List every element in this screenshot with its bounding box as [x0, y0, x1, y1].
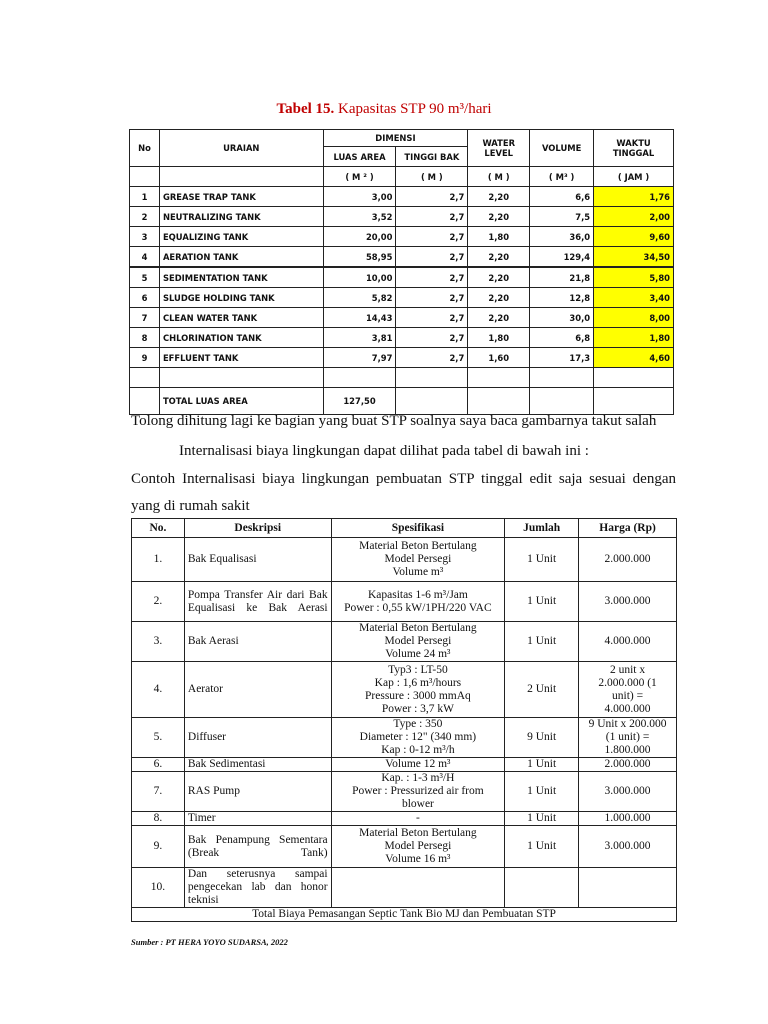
cell-jumlah: 1 Unit	[505, 538, 579, 582]
cell-tinggi: 2,7	[396, 227, 468, 247]
table-row	[130, 247, 674, 268]
cell-no: 2.	[132, 582, 185, 622]
cell-waktu: 1,80	[594, 328, 674, 348]
table-row	[132, 758, 677, 772]
cell-luas: 14,43	[323, 308, 396, 328]
cell-harga	[579, 812, 677, 826]
cell-spesifikasi	[331, 718, 505, 758]
table-row	[130, 348, 674, 368]
spec-line: -	[415, 812, 420, 824]
cell-water: 2,20	[468, 247, 530, 268]
cell-deskripsi: Dan seterusnya sampai pengecekan lab dan honor teknisi	[184, 868, 331, 908]
cell-volume: 6,8	[530, 328, 594, 348]
unit-volume: ( M³ )	[530, 167, 594, 187]
spec-line: Model Persegi	[384, 840, 452, 852]
cell-spesifikasi	[331, 826, 505, 868]
cell-volume: 30,0	[530, 308, 594, 328]
spec-line: Type : 350	[393, 718, 443, 730]
table-row	[130, 308, 674, 328]
header-tinggi-bak: TINGGI BAK	[396, 147, 468, 167]
cell-name: AERATION TANK	[159, 247, 323, 268]
cell-jumlah: 1 Unit	[505, 622, 579, 662]
spec-line: Material Beton Bertulang	[359, 622, 477, 634]
cell-water: 2,20	[468, 308, 530, 328]
total-label: TOTAL LUAS AREA	[159, 388, 323, 415]
intro-paragraph: Internalisasi biaya lingkungan dapat dilihat pada tabel di bawah ini :	[179, 443, 589, 459]
cell-spesifikasi	[331, 758, 505, 772]
cell-water: 1,80	[468, 328, 530, 348]
cell-waktu: 3,40	[594, 288, 674, 308]
cell-jumlah: 1 Unit	[505, 812, 579, 826]
note-paragraph: Tolong dihitung lagi ke bagian yang buat STP soalnya saya baca gambarnya takut salah	[131, 413, 657, 429]
header-uraian: URAIAN	[159, 130, 323, 167]
cell-luas: 3,00	[323, 187, 396, 207]
price-line: 2 unit x	[609, 663, 646, 676]
cell-luas: 7,97	[323, 348, 396, 368]
cell-no: 10.	[132, 868, 185, 908]
price-line: 4.000.000	[604, 635, 651, 647]
cell-luas: 3,52	[323, 207, 396, 227]
cell-water: 1,60	[468, 348, 530, 368]
table-row	[132, 662, 677, 718]
price-line: 1.800.000	[604, 744, 651, 756]
table-row	[130, 227, 674, 247]
cell-waktu: 1,76	[594, 187, 674, 207]
price-line: 3.000.000	[604, 595, 651, 607]
cell-volume: 12,8	[530, 288, 594, 308]
spec-line: Kap. : 1-3 m³/H	[381, 772, 455, 784]
cell-luas: 20,00	[323, 227, 396, 247]
table-title-text: Kapasitas STP 90 m³/hari	[334, 101, 492, 117]
spec-line: Model Persegi	[384, 635, 452, 647]
cell-no: 7	[130, 308, 160, 328]
cell-name: EFFLUENT TANK	[159, 348, 323, 368]
cell-luas: 10,00	[323, 267, 396, 288]
spec-line: Kapasitas 1-6 m³/Jam	[367, 588, 468, 601]
cell-harga	[579, 826, 677, 868]
cell-tinggi: 2,7	[396, 288, 468, 308]
cell-name: SEDIMENTATION TANK	[159, 267, 323, 288]
cell-waktu: 4,60	[594, 348, 674, 368]
cell-name: GREASE TRAP TANK	[159, 187, 323, 207]
spec-line: Volume 16 m³	[385, 853, 451, 865]
spec-line: Power : 3,7 kW	[381, 702, 454, 715]
spec-line: Power : 0,55 kW/1PH/220 VAC	[344, 601, 492, 614]
cell-harga	[579, 622, 677, 662]
cell-no: 1	[130, 187, 160, 207]
cell-volume: 7,5	[530, 207, 594, 227]
spec-line: Model Persegi	[384, 553, 452, 565]
footer-total-label: Total Biaya Pemasangan Septic Tank Bio MJ dan Pembuatan STP	[132, 908, 677, 922]
cell-no: 4.	[132, 662, 185, 718]
cell-name: SLUDGE HOLDING TANK	[159, 288, 323, 308]
cell-water: 2,20	[468, 187, 530, 207]
cell-name: NEUTRALIZING TANK	[159, 207, 323, 227]
cell-tinggi: 2,7	[396, 328, 468, 348]
cell-no: 5	[130, 267, 160, 288]
cell-tinggi: 2,7	[396, 187, 468, 207]
spec-line: Power : Pressurized air from	[352, 785, 484, 797]
cell-name: CHLORINATION TANK	[159, 328, 323, 348]
cell-deskripsi: Diffuser	[184, 718, 331, 758]
cell-harga	[579, 868, 677, 908]
table-row	[130, 267, 674, 288]
header-jumlah: Jumlah	[505, 519, 579, 538]
cell-volume: 6,6	[530, 187, 594, 207]
table-row	[132, 582, 677, 622]
cell-luas: 5,82	[323, 288, 396, 308]
cell-deskripsi: Aerator	[184, 662, 331, 718]
cell-no: 3.	[132, 622, 185, 662]
cell-no: 1.	[132, 538, 185, 582]
cell-waktu: 9,60	[594, 227, 674, 247]
cell-water: 2,20	[468, 207, 530, 227]
cell-volume: 17,3	[530, 348, 594, 368]
cell-waktu: 5,80	[594, 267, 674, 288]
table-title	[0, 101, 768, 118]
header-volume: VOLUME	[530, 130, 594, 167]
cell-harga	[579, 718, 677, 758]
spec-line: Typ3 : LT-50	[388, 663, 448, 676]
cell-jumlah: 1 Unit	[505, 826, 579, 868]
header-dimensi: DIMENSI	[323, 130, 468, 147]
price-line: 9 Unit x 200.000	[588, 718, 667, 730]
header-luas-area: LUAS AREA	[323, 147, 396, 167]
cell-deskripsi: Bak Equalisasi	[184, 538, 331, 582]
cell-harga	[579, 538, 677, 582]
cell-spesifikasi	[331, 538, 505, 582]
cell-deskripsi: Bak Aerasi	[184, 622, 331, 662]
table-row	[130, 328, 674, 348]
price-line: 2.000.000	[604, 553, 651, 565]
cell-jumlah: 9 Unit	[505, 718, 579, 758]
cell-tinggi: 2,7	[396, 247, 468, 268]
spec-line: Volume 12 m³	[385, 758, 451, 770]
cell-water: 2,20	[468, 267, 530, 288]
header-waktu-tinggal: WAKTU TINGGAL	[594, 130, 674, 167]
spec-line: Volume m³	[392, 566, 444, 578]
cell-spesifikasi	[331, 662, 505, 718]
cell-harga	[579, 582, 677, 622]
cell-tinggi: 2,7	[396, 308, 468, 328]
cell-no: 9.	[132, 826, 185, 868]
cell-harga	[579, 772, 677, 812]
header-harga: Harga (Rp)	[579, 519, 677, 538]
cell-no: 2	[130, 207, 160, 227]
cell-name: CLEAN WATER TANK	[159, 308, 323, 328]
cell-tinggi: 2,7	[396, 348, 468, 368]
table-row	[132, 718, 677, 758]
cell-jumlah: 1 Unit	[505, 582, 579, 622]
table-row	[132, 772, 677, 812]
cell-no: 7.	[132, 772, 185, 812]
cell-spesifikasi	[331, 772, 505, 812]
cell-harga	[579, 758, 677, 772]
cell-harga	[579, 662, 677, 718]
table-row	[132, 622, 677, 662]
unit-luas: ( M ² )	[323, 167, 396, 187]
cell-name: EQUALIZING TANK	[159, 227, 323, 247]
cell-deskripsi: Bak Penampung Sementara (Break Tank)	[184, 826, 331, 868]
cell-no: 9	[130, 348, 160, 368]
cell-no: 6	[130, 288, 160, 308]
cell-tinggi: 2,7	[396, 267, 468, 288]
cell-no: 4	[130, 247, 160, 268]
spec-line: Kap : 1,6 m³/hours	[374, 676, 462, 689]
cell-no: 6.	[132, 758, 185, 772]
cell-no: 3	[130, 227, 160, 247]
table-row	[132, 868, 677, 908]
cell-jumlah: 1 Unit	[505, 772, 579, 812]
header-deskripsi: Deskripsi	[184, 519, 331, 538]
footer-row	[132, 908, 677, 922]
header-water-level: WATER LEVEL	[468, 130, 530, 167]
cost-table	[131, 518, 677, 922]
cell-jumlah: 2 Unit	[505, 662, 579, 718]
cell-deskripsi: Pompa Transfer Air dari Bak Equalisasi ke Bak Aerasi	[184, 582, 331, 622]
unit-waktu: ( JAM )	[594, 167, 674, 187]
header-no: No	[130, 130, 160, 167]
cell-spesifikasi	[331, 868, 505, 908]
cell-waktu: 8,00	[594, 308, 674, 328]
spec-line: Pressure : 3000 mmAq	[365, 689, 471, 702]
table-row	[132, 538, 677, 582]
cell-deskripsi: RAS Pump	[184, 772, 331, 812]
table-row	[132, 812, 677, 826]
total-value: 127,50	[323, 388, 396, 415]
cell-jumlah	[505, 868, 579, 908]
cell-volume: 21,8	[530, 267, 594, 288]
table-row	[130, 187, 674, 207]
cell-no: 5.	[132, 718, 185, 758]
cell-water: 2,20	[468, 288, 530, 308]
spec-line: Material Beton Bertulang	[359, 827, 477, 839]
cell-waktu: 2,00	[594, 207, 674, 227]
spec-line: Diameter : 12" (340 mm)	[359, 731, 477, 743]
table-row	[130, 207, 674, 227]
price-line: 3.000.000	[604, 840, 651, 852]
spec-line: blower	[401, 798, 434, 810]
cell-water: 1,80	[468, 227, 530, 247]
price-line: 1.000.000	[604, 812, 651, 824]
cell-no: 8	[130, 328, 160, 348]
spec-line: Material Beton Bertulang	[359, 540, 477, 552]
table-row	[132, 826, 677, 868]
cell-luas: 58,95	[323, 247, 396, 268]
price-line: unit) =	[612, 689, 644, 702]
example-paragraph: Contoh Internalisasi biaya lingkungan pembuatan STP tinggal edit saja sesuai dengan yang di rumah sakit	[131, 471, 676, 514]
stp-capacity-table	[129, 129, 674, 415]
cell-deskripsi: Bak Sedimentasi	[184, 758, 331, 772]
table-title-number: Tabel 15.	[276, 101, 335, 117]
spec-line: Kap : 0-12 m³/h	[381, 744, 455, 756]
cell-jumlah: 1 Unit	[505, 758, 579, 772]
cell-spesifikasi	[331, 622, 505, 662]
unit-tinggi: ( M )	[396, 167, 468, 187]
price-line: 4.000.000	[604, 702, 651, 715]
cell-no: 8.	[132, 812, 185, 826]
source-note: Sumber : PT HERA YOYO SUDARSA, 2022	[131, 937, 288, 947]
cell-volume: 129,4	[530, 247, 594, 268]
price-line: 2.000.000 (1	[598, 676, 657, 689]
cell-luas: 3,81	[323, 328, 396, 348]
blank-row	[130, 368, 674, 388]
price-line: (1 unit) =	[605, 731, 650, 743]
header-no2: No.	[132, 519, 185, 538]
cell-tinggi: 2,7	[396, 207, 468, 227]
cell-spesifikasi	[331, 582, 505, 622]
header-spesifikasi: Spesifikasi	[331, 519, 505, 538]
table-row	[130, 288, 674, 308]
cell-deskripsi: Timer	[184, 812, 331, 826]
price-line: 3.000.000	[604, 785, 651, 797]
cell-spesifikasi	[331, 812, 505, 826]
cell-waktu: 34,50	[594, 247, 674, 268]
spec-line: Volume 24 m³	[385, 648, 451, 660]
cell-volume: 36,0	[530, 227, 594, 247]
unit-water: ( M )	[468, 167, 530, 187]
price-line: 2.000.000	[604, 758, 651, 770]
